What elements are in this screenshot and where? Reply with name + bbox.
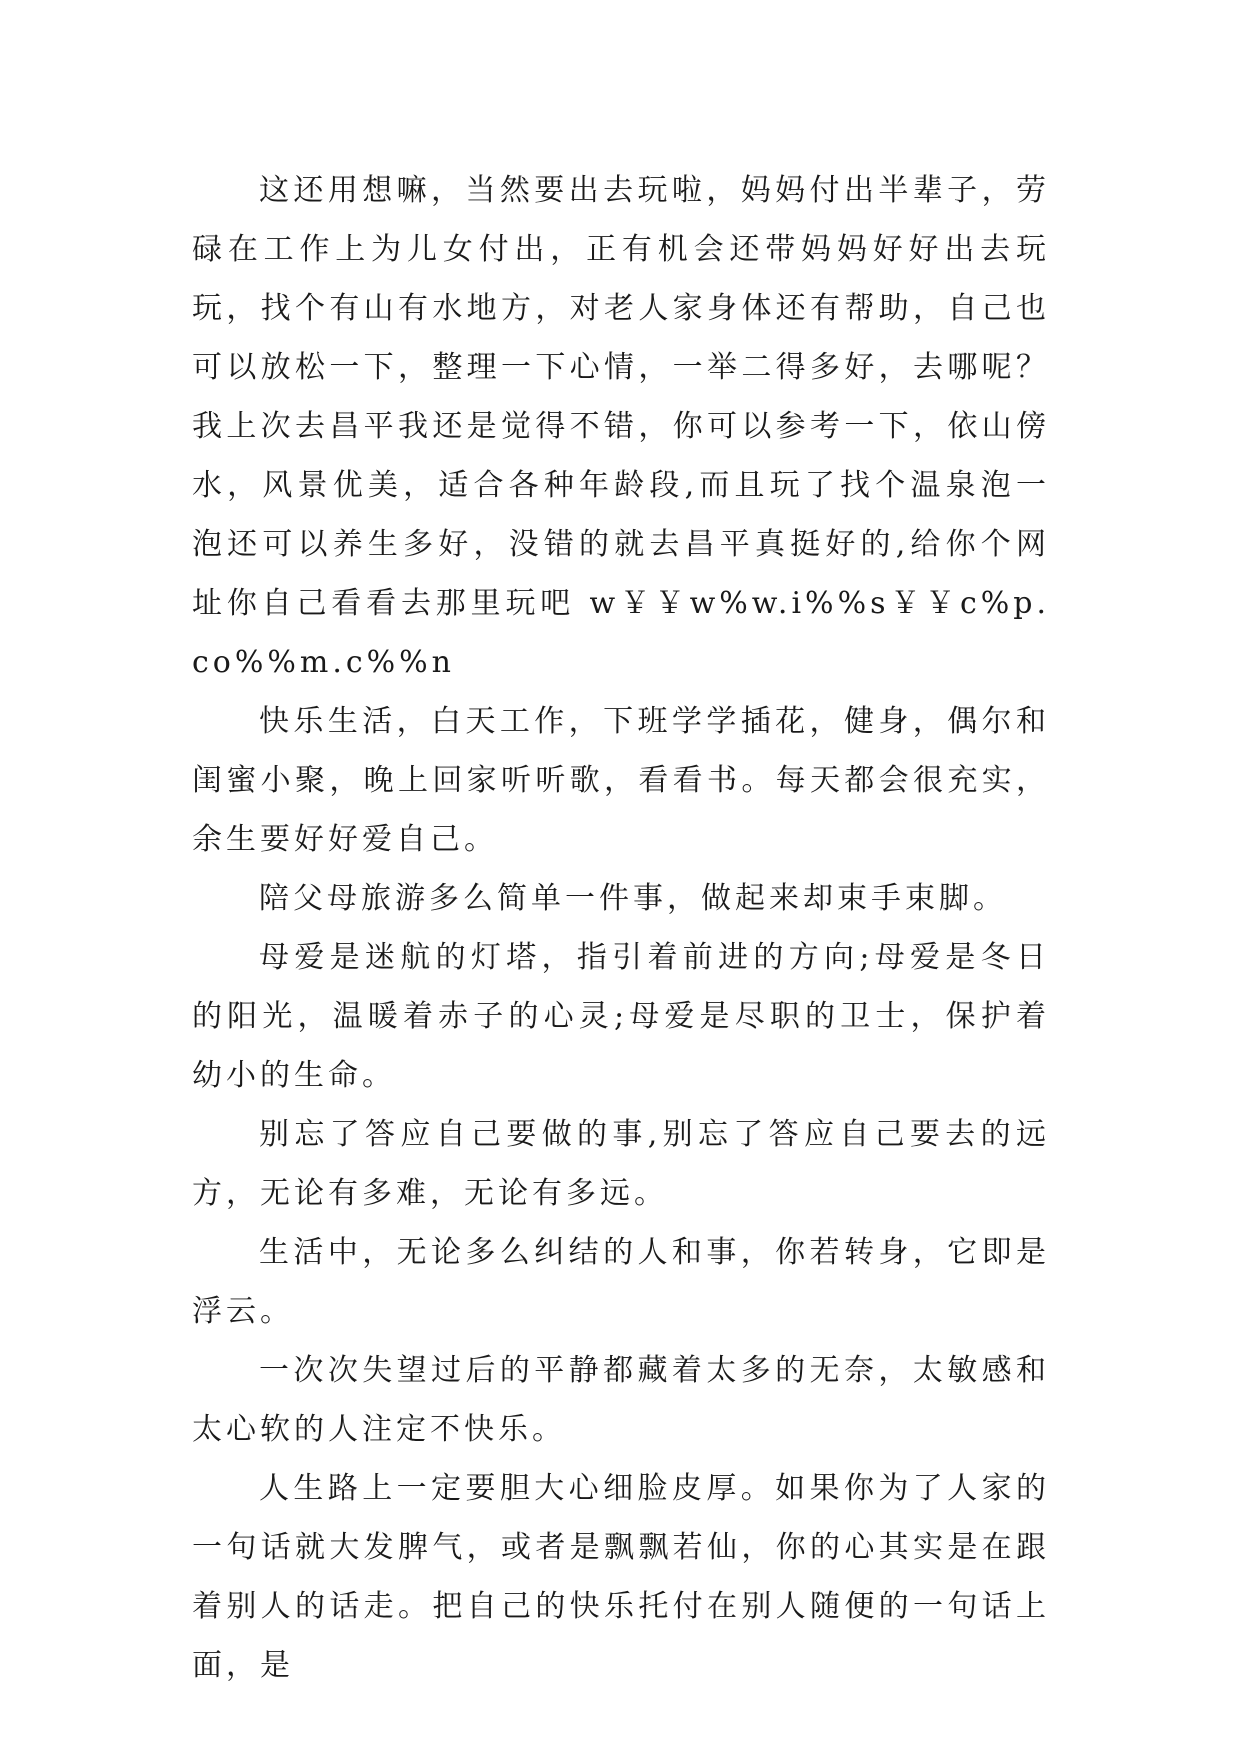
paragraph: 这还用想嘛，当然要出去玩啦，妈妈付出半辈子，劳碌在工作上为儿女付出，正有机会还带妈妈好好出去玩玩，找个有山有水地方，对老人家身体还有帮助，自己也可以放松一下，整理一下心情，一举二得多好，去哪呢？我上次去昌平我还是觉得不错，你可以参考一下，依山傍水，风景优美，适合各种年龄段,而且玩了找个温泉泡一泡还可以养生多好，没错的就去昌平真挺好的,给你个网址你自己看看去那里玩吧 w￥￥w%w.i%%s￥￥c%p.co%%m.c%%n [192, 173, 1050, 680]
paragraph: 生活中，无论多么纠结的人和事，你若转身，它即是浮云。 [192, 1235, 1050, 1329]
paragraph: 母爱是迷航的灯塔，指引着前进的方向;母爱是冬日的阳光，温暖着赤子的心灵;母爱是尽职的卫士，保护着幼小的生命。 [192, 940, 1050, 1093]
paragraph: 人生路上一定要胆大心细脸皮厚。如果你为了人家的一句话就大发脾气，或者是飘飘若仙，你的心其实是在跟着别人的话走。把自己的快乐托付在别人随便的一句话上面，是 [192, 1471, 1050, 1683]
paragraph: 快乐生活，白天工作，下班学学插花，健身，偶尔和闺蜜小聚，晚上回家听听歌，看看书。每天都会很充实，余生要好好爱自己。 [192, 704, 1050, 857]
paragraph: 一次次失望过后的平静都藏着太多的无奈，太敏感和太心软的人注定不快乐。 [192, 1353, 1050, 1447]
paragraph: 别忘了答应自己要做的事,别忘了答应自己要去的远方，无论有多难，无论有多远。 [192, 1117, 1050, 1211]
paragraph: 陪父母旅游多么简单一件事，做起来却束手束脚。 [259, 881, 1007, 916]
document-body [192, 161, 1050, 1695]
